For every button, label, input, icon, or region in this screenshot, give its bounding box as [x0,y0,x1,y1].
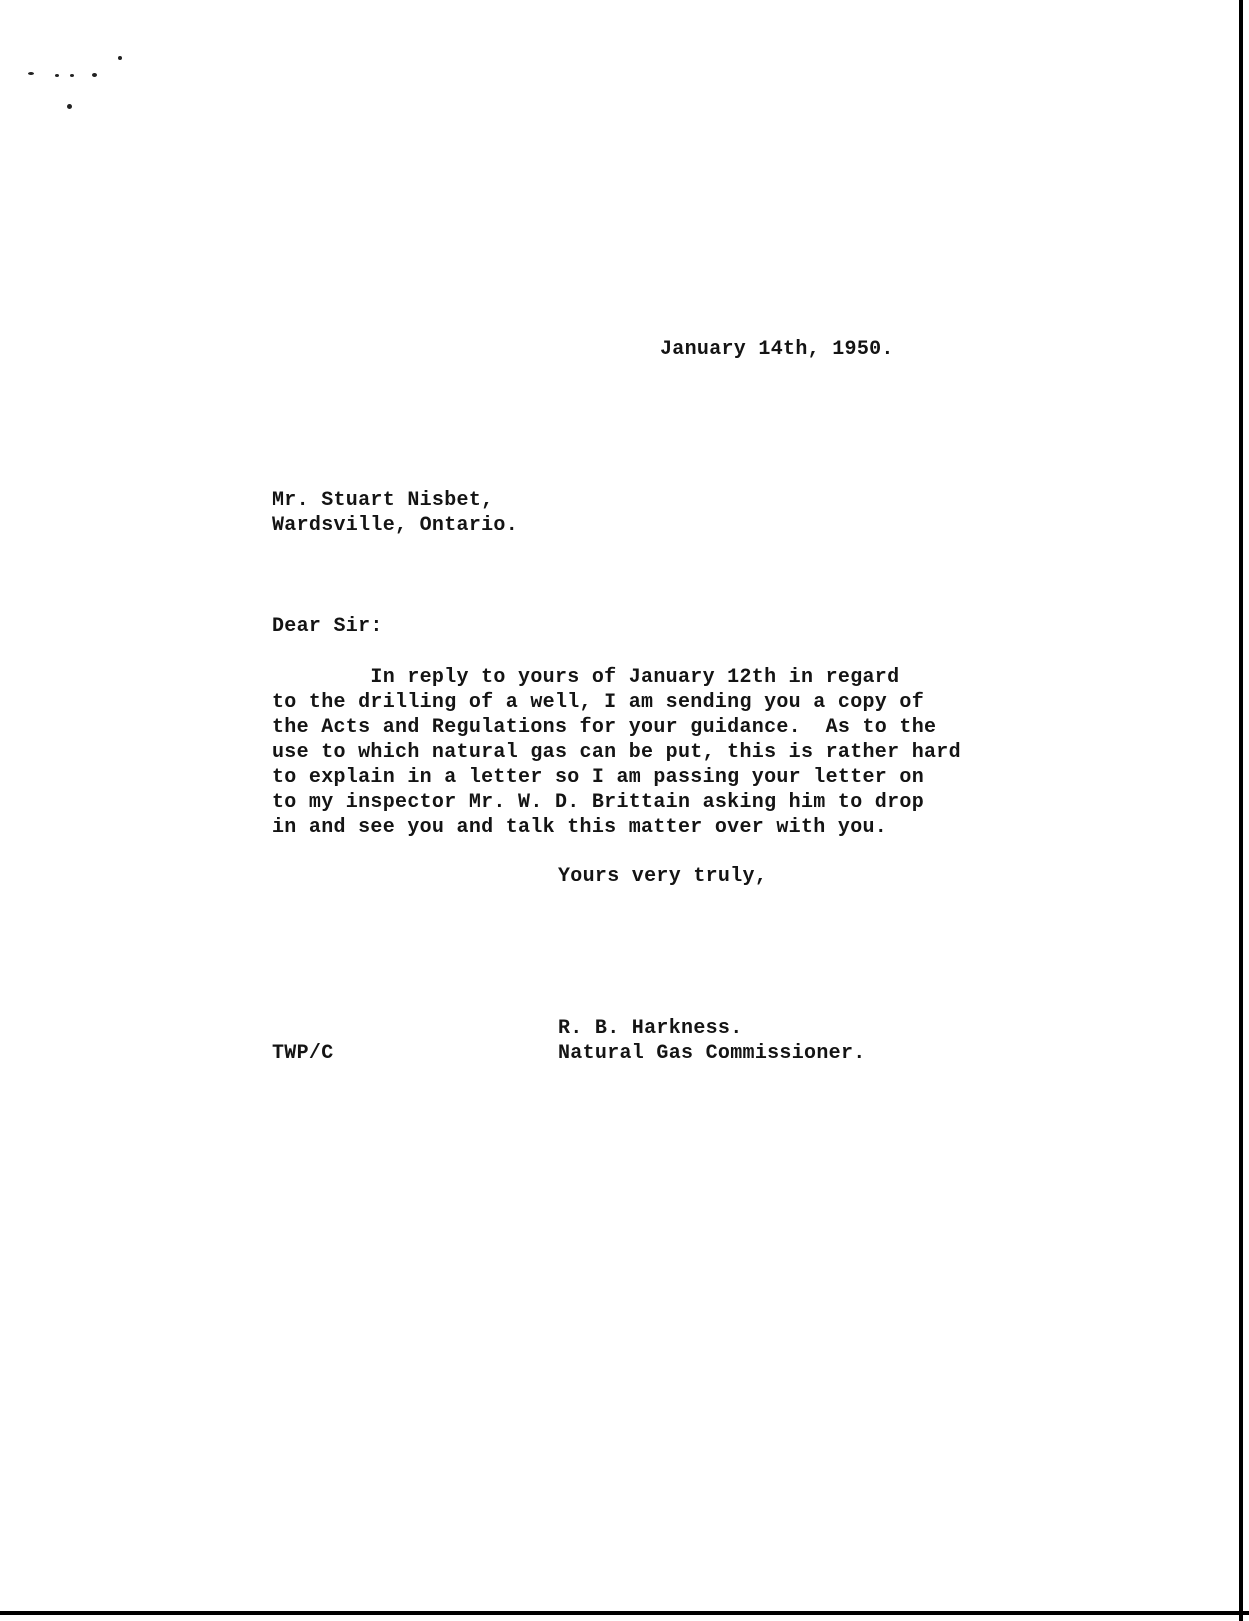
body-line: In reply to yours of January 12th in regard [272,666,900,689]
body-line: the Acts and Regulations for your guidance. As to the [272,716,937,739]
body-line: to the drilling of a well, I am sending you a copy of [272,691,925,714]
scan-speck [55,74,59,77]
scan-speck [70,74,74,77]
typist-initials: TWP/C [272,1042,334,1065]
body-line: to my inspector Mr. W. D. Brittain asking him to drop [272,791,925,814]
body-line: use to which natural gas can be put, this is rather hard [272,741,961,764]
scan-speck [67,104,72,109]
recipient-name: Mr. Stuart Nisbet, [272,489,494,512]
scan-edge-right [1239,0,1243,1621]
body-line: to explain in a letter so I am passing your letter on [272,766,925,789]
signatory-name: R. B. Harkness. [558,1017,743,1040]
complimentary-close: Yours very truly, [558,865,768,888]
scan-speck [28,72,34,75]
body-line: in and see you and talk this matter over with you. [272,816,888,839]
salutation: Dear Sir: [272,615,383,638]
scan-speck [92,73,97,77]
letter-date: January 14th, 1950. [660,338,894,361]
scan-speck [118,56,122,60]
recipient-location: Wardsville, Ontario. [272,514,519,537]
scan-edge-bottom [0,1611,1249,1615]
signatory-title: Natural Gas Commissioner. [558,1042,866,1065]
